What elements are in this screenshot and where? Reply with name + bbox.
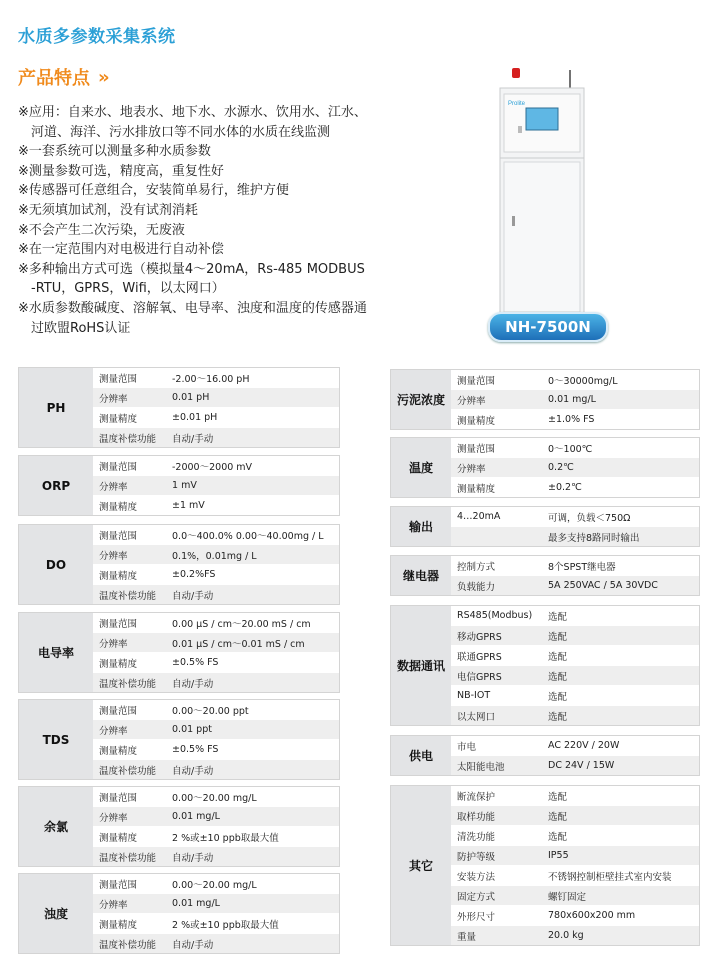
spec-value: 780x600x200 mm [548, 910, 636, 921]
spec-row [93, 894, 339, 914]
spec-row [451, 527, 699, 546]
spec-key: RS485(Modbus) [457, 610, 533, 621]
spec-value: AC 220V / 20W [548, 740, 620, 751]
spec-key: 分辨率 [99, 638, 128, 650]
spec-value: 0.0～400.0% 0.00～40.00mg / L [172, 530, 324, 542]
spec-value: 2 %或±10 ppb取最大值 [172, 919, 279, 931]
spec-value: ±0.2℃ [548, 482, 582, 493]
spec-value: 0.01 ppt [172, 724, 212, 735]
spec-key: 分辨率 [99, 812, 128, 824]
spec-row [451, 626, 699, 646]
spec-row [93, 476, 339, 496]
spec-key: 测量精度 [457, 415, 496, 427]
spec-key: 温度补偿功能 [99, 678, 157, 690]
spec-key: 测量范围 [99, 792, 138, 804]
spec-value: 螺钉固定 [548, 891, 587, 903]
spec-row [451, 410, 699, 429]
spec-row [93, 633, 339, 653]
spec-value: 0～30000mg/L [548, 375, 618, 387]
spec-row [451, 786, 699, 806]
spec-row [451, 686, 699, 706]
model-badge: NH-7500N [488, 312, 608, 342]
spec-row [93, 428, 339, 447]
spec-row [93, 760, 339, 779]
spec-key: 测量精度 [99, 570, 138, 582]
spec-value: 选配 [548, 831, 568, 843]
spec-table [18, 873, 340, 954]
spec-key: 测量精度 [99, 658, 138, 670]
spec-key: 移动GPRS [457, 631, 502, 643]
feature-list [18, 103, 398, 338]
spec-value: 0.00～20.00 mg/L [172, 879, 257, 891]
spec-key: 测量范围 [99, 879, 138, 891]
spec-value: IP55 [548, 850, 569, 861]
spec-value: ±0.2%FS [172, 569, 216, 580]
spec-row [93, 653, 339, 673]
spec-row [93, 700, 339, 720]
spec-row [93, 496, 339, 515]
spec-key: 固定方式 [457, 891, 496, 903]
spec-key: 测量范围 [99, 530, 138, 542]
spec-row [93, 525, 339, 545]
spec-key: 分辨率 [457, 395, 486, 407]
spec-table [390, 785, 700, 946]
spec-row [451, 576, 699, 595]
spec-value: 0～100℃ [548, 443, 593, 455]
spec-table [18, 524, 340, 605]
spec-category: 数据通讯 [391, 606, 451, 725]
spec-table [18, 612, 340, 693]
spec-category: 供电 [391, 736, 451, 775]
door-handle-icon [512, 216, 515, 226]
spec-value: 自动/手动 [172, 678, 214, 690]
spec-value: 选配 [548, 631, 568, 643]
spec-key: 联通GPRS [457, 651, 502, 663]
alarm-light-icon [512, 68, 520, 78]
spec-key: 测量精度 [99, 919, 138, 931]
spec-category: 余氯 [19, 787, 93, 866]
spec-row [451, 666, 699, 686]
feature-heading [18, 64, 106, 90]
spec-value: -2000～2000 mV [172, 461, 253, 473]
spec-row [93, 720, 339, 740]
spec-category: 其它 [391, 786, 451, 945]
spec-row [451, 926, 699, 945]
spec-key: 分辨率 [99, 481, 128, 493]
feature-item: ※应用：自来水、地表水、地下水、水源水、饮用水、江水、 河道、海洋、污水排放口等不同水体的水质在线监测 [18, 105, 367, 140]
spec-key: 分辨率 [99, 725, 128, 737]
spec-table [390, 506, 700, 547]
spec-row [93, 874, 339, 894]
device-brand-text: Prolite [508, 101, 526, 107]
spec-key: 测量范围 [457, 375, 496, 387]
spec-category: 污泥浓度 [391, 370, 451, 429]
spec-key: 断流保护 [457, 791, 496, 803]
spec-key: 测量精度 [99, 745, 138, 757]
spec-category: ORP [19, 456, 93, 515]
spec-key: 测量精度 [457, 483, 496, 495]
spec-value: 可调，负载＜750Ω [548, 512, 631, 524]
spec-row [451, 507, 699, 527]
feature-item: ※多种输出方式可选（模拟量4～20mA，Rs-485 MODBUS -RTU，GPRS，Wifi，以太网口） [18, 261, 365, 297]
spec-category: 电导率 [19, 613, 93, 692]
spec-value: 0.01 mg/L [172, 811, 220, 822]
spec-key: 测量范围 [99, 461, 138, 473]
spec-table [390, 605, 700, 726]
spec-key: 外形尺寸 [457, 911, 496, 923]
feature-item: ※一套系统可以测量多种水质参数 [18, 144, 211, 160]
spec-row [93, 368, 339, 388]
double-chevron-right-icon: » [98, 66, 106, 88]
spec-value: 0.00～20.00 mg/L [172, 792, 257, 804]
spec-key: 测量精度 [99, 501, 138, 513]
spec-key: 分辨率 [99, 393, 128, 405]
spec-row [451, 706, 699, 725]
spec-row [93, 456, 339, 476]
spec-row [451, 736, 699, 756]
spec-key: 温度补偿功能 [99, 939, 157, 951]
spec-row [93, 613, 339, 633]
spec-table [390, 437, 700, 498]
spec-row [451, 556, 699, 576]
spec-row [451, 826, 699, 846]
spec-value: 选配 [548, 811, 568, 823]
spec-key: 重量 [457, 931, 477, 943]
spec-value: DC 24V / 15W [548, 760, 615, 771]
spec-value: 20.0 kg [548, 930, 584, 941]
screen-icon [526, 108, 558, 130]
spec-key: 负载能力 [457, 581, 496, 593]
spec-row [451, 390, 699, 410]
spec-value: 最多支持8路同时输出 [548, 532, 640, 544]
spec-table [18, 455, 340, 516]
spec-row [93, 934, 339, 953]
spec-table [390, 369, 700, 430]
spec-row [93, 914, 339, 934]
spec-value: 选配 [548, 691, 568, 703]
spec-key: NB-IOT [457, 690, 491, 701]
spec-category: PH [19, 368, 93, 447]
spec-value: 0.01 mg/L [548, 394, 596, 405]
spec-row [93, 787, 339, 807]
spec-key: 测量精度 [99, 413, 138, 425]
spec-category: TDS [19, 700, 93, 779]
spec-value: 自动/手动 [172, 939, 214, 951]
spec-row [93, 807, 339, 827]
feature-heading-text: 产品特点 [18, 68, 90, 89]
spec-value: 自动/手动 [172, 433, 214, 445]
spec-category: 输出 [391, 507, 451, 546]
spec-key: 分辨率 [99, 550, 128, 562]
spec-key: 防护等级 [457, 851, 496, 863]
spec-value: 0.01 μS / cm～0.01 mS / cm [172, 638, 305, 650]
spec-key: 测量范围 [99, 618, 138, 630]
spec-key: 以太网口 [457, 711, 496, 723]
spec-key: 分辨率 [457, 463, 486, 475]
page-title: 水质多参数采集系统 [18, 27, 176, 47]
spec-row [451, 646, 699, 666]
feature-item: ※传感器可任意组合，安装简单易行，维护方便 [18, 183, 289, 199]
spec-row [93, 585, 339, 604]
feature-item: ※在一定范围内对电极进行自动补偿 [18, 242, 224, 258]
spec-value: ±0.01 pH [172, 412, 218, 423]
spec-category: 温度 [391, 438, 451, 497]
spec-row [451, 756, 699, 775]
spec-table [390, 735, 700, 776]
spec-value: 0.2℃ [548, 462, 574, 473]
spec-value: 0.00～20.00 ppt [172, 705, 249, 717]
spec-key: 测量范围 [99, 373, 138, 385]
spec-key: 市电 [457, 741, 477, 753]
spec-key: 温度补偿功能 [99, 433, 157, 445]
spec-value: 2 %或±10 ppb取最大值 [172, 832, 279, 844]
feature-item: ※测量参数可选，精度高，重复性好 [18, 163, 224, 179]
spec-key: 测量范围 [457, 443, 496, 455]
spec-table [18, 699, 340, 780]
spec-row [451, 906, 699, 926]
spec-row [93, 388, 339, 408]
spec-key: 分辨率 [99, 899, 128, 911]
spec-row [451, 866, 699, 886]
spec-value: -2.00～16.00 pH [172, 373, 250, 385]
spec-row [451, 370, 699, 390]
spec-value: 0.01 mg/L [172, 898, 220, 909]
spec-key: 测量精度 [99, 832, 138, 844]
spec-row [93, 827, 339, 847]
spec-row [93, 408, 339, 428]
spec-value: 0.1%，0.01mg / L [172, 550, 257, 562]
spec-value: 选配 [548, 711, 568, 723]
spec-value: ±1.0% FS [548, 414, 595, 425]
spec-value: 选配 [548, 791, 568, 803]
spec-row [451, 606, 699, 626]
spec-category: DO [19, 525, 93, 604]
spec-key: 取样功能 [457, 811, 496, 823]
spec-table [18, 367, 340, 448]
spec-value: 0.01 pH [172, 392, 210, 403]
spec-row [93, 740, 339, 760]
spec-row [451, 458, 699, 478]
spec-value: 自动/手动 [172, 852, 214, 864]
spec-key: 测量范围 [99, 705, 138, 717]
spec-key: 温度补偿功能 [99, 852, 157, 864]
spec-value: 1 mV [172, 480, 197, 491]
feature-item: ※水质参数酸碱度、溶解氧、电导率、浊度和温度的传感器通 过欧盟RoHS认证 [18, 300, 367, 336]
spec-row [451, 886, 699, 906]
spec-table [390, 555, 700, 596]
spec-key: 安装方法 [457, 871, 496, 883]
spec-key: 温度补偿功能 [99, 590, 157, 602]
spec-value: ±0.5% FS [172, 657, 219, 668]
spec-key: 太阳能电池 [457, 761, 505, 773]
spec-key: 控制方式 [457, 561, 496, 573]
spec-table [18, 786, 340, 867]
spec-row [451, 806, 699, 826]
spec-key: 4…20mA [457, 511, 501, 522]
spec-value: ±0.5% FS [172, 744, 219, 755]
spec-row [93, 565, 339, 585]
spec-value: 0.00 μS / cm～20.00 mS / cm [172, 618, 311, 630]
spec-row [451, 478, 699, 497]
feature-item: ※无须填加试剂，没有试剂消耗 [18, 202, 198, 218]
spec-value: 不锈钢控制柜壁挂式室内安装 [548, 871, 672, 883]
cabinet-illustration [492, 68, 592, 320]
spec-row [93, 545, 339, 565]
spec-row [93, 847, 339, 866]
feature-item: ※不会产生二次污染，无废液 [18, 222, 185, 238]
spec-value: 8个SPST继电器 [548, 561, 616, 573]
spec-value: 选配 [548, 611, 568, 623]
spec-value: 自动/手动 [172, 590, 214, 602]
spec-value: 选配 [548, 651, 568, 663]
spec-row [451, 846, 699, 866]
spec-category: 浊度 [19, 874, 93, 953]
spec-key: 电信GPRS [457, 671, 502, 683]
spec-row [451, 438, 699, 458]
spec-value: 选配 [548, 671, 568, 683]
spec-value: ±1 mV [172, 500, 205, 511]
spec-category: 继电器 [391, 556, 451, 595]
spec-key: 温度补偿功能 [99, 765, 157, 777]
spec-value: 自动/手动 [172, 765, 214, 777]
spec-row [93, 673, 339, 692]
spec-value: 5A 250VAC / 5A 30VDC [548, 580, 658, 591]
spec-key: 清洗功能 [457, 831, 496, 843]
